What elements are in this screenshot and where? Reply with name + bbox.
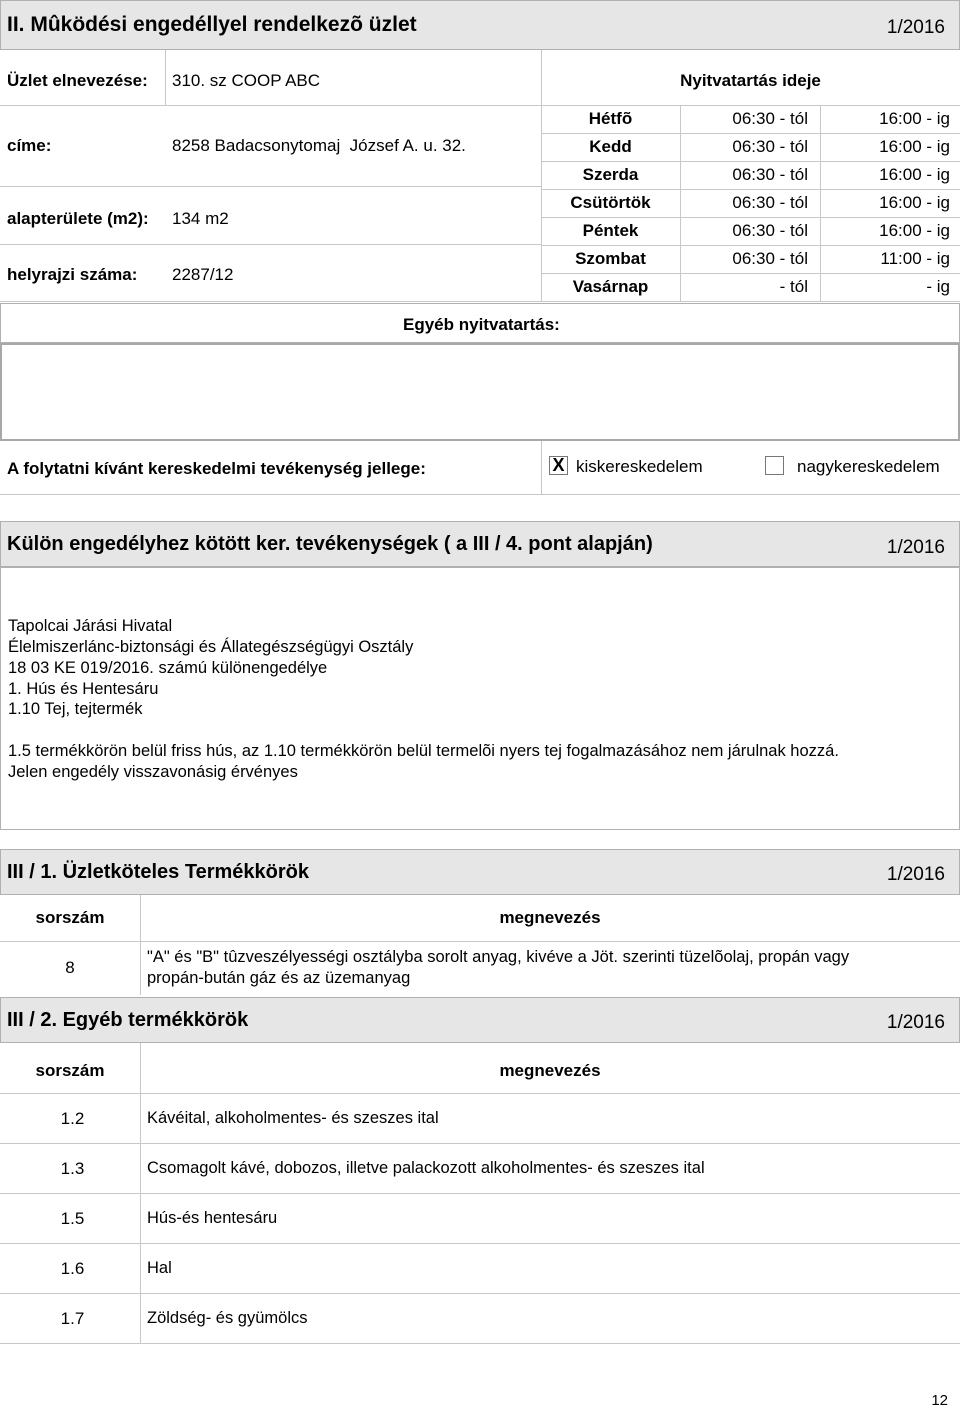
activity-type-label: A folytatni kívánt kereskedelmi tevékenység jellege:	[7, 459, 426, 478]
hours-day: Péntek	[582, 221, 639, 240]
special-activities-body	[0, 567, 960, 830]
opening-hours-header: Nyitvatartás ideje	[680, 71, 821, 90]
row-name: Hús-és hentesáru	[147, 1209, 278, 1227]
row-name: propán-bután gáz és az üzemanyag	[147, 969, 411, 987]
column-header-name: megnevezés	[499, 908, 601, 927]
retail-label: kiskereskedelem	[576, 457, 703, 476]
row-name: Hal	[147, 1259, 172, 1277]
retail-checkbox[interactable]: X	[549, 456, 568, 475]
table-row	[0, 1193, 960, 1243]
shop-info-block	[0, 50, 960, 302]
shop-name-label: Üzlet elnevezése:	[7, 71, 148, 90]
hours-day: Szombat	[575, 249, 646, 268]
hours-to: 16:00 - ig	[879, 221, 950, 240]
special-text-line: Élelmiszerlánc-biztonsági és Állategészségügyi Osztály	[8, 638, 414, 656]
row-name: "A" és "B" tûzveszélyességi osztályba sorolt anyag, kivéve a Jöt. szerinti tüzelõolaj, propán vagy	[147, 948, 850, 966]
other-hours-label-row	[0, 303, 960, 343]
table-row	[0, 1243, 960, 1293]
hours-from: 06:30 - tól	[732, 137, 808, 156]
area-label: alapterülete (m2):	[7, 209, 149, 228]
row-name: Zöldség- és gyümölcs	[147, 1309, 308, 1327]
hours-from: 06:30 - tól	[732, 109, 808, 128]
special-text-line: 1. Hús és Hentesáru	[8, 680, 159, 698]
other-products-table	[0, 1043, 960, 1343]
section-header-special-activities	[0, 521, 960, 567]
hours-from: - tól	[779, 277, 808, 296]
wholesale-label: nagykereskedelem	[797, 457, 940, 476]
special-text-line: 1.5 termékkörön belül friss hús, az 1.10 termékkörön belül termelõi nyers tej fogalmazásához nem járulnak hozzá.	[8, 742, 839, 760]
row-number: 1.7	[60, 1309, 85, 1328]
section-number: 1/2016	[886, 1012, 945, 1033]
hours-day: Csütörtök	[570, 193, 651, 212]
table-row	[0, 941, 960, 995]
shop-name-value: 310. sz COOP ABC	[172, 71, 321, 90]
section-header-operating-license	[0, 0, 960, 50]
special-text-line: Tapolcai Járási Hivatal	[8, 617, 173, 635]
area-value: 134 m2	[172, 209, 229, 228]
wholesale-checkbox[interactable]	[765, 456, 784, 475]
hours-to: 16:00 - ig	[879, 109, 950, 128]
column-header-number: sorszám	[35, 908, 105, 927]
section-title: III / 1. Üzletköteles Termékkörök	[7, 861, 309, 883]
other-hours-box	[0, 343, 960, 441]
other-hours-label: Egyéb nyitvatartás:	[403, 315, 560, 334]
section-title: Külön engedélyhez kötött ker. tevékenységek ( a III / 4. pont alapján)	[7, 533, 653, 555]
hours-day: Hétfõ	[588, 109, 633, 128]
hours-day: Szerda	[582, 165, 639, 184]
address-label: címe:	[7, 136, 52, 155]
page-number: 12	[931, 1392, 948, 1409]
hours-from: 06:30 - tól	[732, 165, 808, 184]
licensed-products-table	[0, 895, 960, 995]
row-name: Kávéital, alkoholmentes- és szeszes ital	[147, 1109, 439, 1127]
hours-from: 06:30 - tól	[732, 221, 808, 240]
row-name: Csomagolt kávé, dobozos, illetve palackozott alkoholmentes- és szeszes ital	[147, 1159, 705, 1177]
section-header-other-product-groups	[0, 997, 960, 1043]
lot-number-value: 2287/12	[172, 265, 234, 284]
section-number: 1/2016	[886, 537, 945, 558]
section-title: II. Mûködési engedéllyel rendelkezõ üzlet	[7, 13, 417, 36]
hours-day: Kedd	[589, 137, 632, 156]
hours-to: 16:00 - ig	[879, 165, 950, 184]
hours-to: 11:00 - ig	[880, 249, 950, 268]
section-number: 1/2016	[886, 864, 945, 885]
hours-from: 06:30 - tól	[732, 249, 808, 268]
column-header-name: megnevezés	[499, 1061, 601, 1080]
section-number: 1/2016	[886, 17, 945, 38]
hours-to: 16:00 - ig	[879, 137, 950, 156]
row-number: 1.5	[60, 1209, 85, 1228]
row-number: 8	[65, 958, 75, 977]
special-text-line: Jelen engedély visszavonásig érvényes	[8, 763, 298, 781]
address-value: 8258 Badacsonytomaj József A. u. 32.	[172, 136, 466, 155]
section-title: III / 2. Egyéb termékkörök	[7, 1009, 249, 1031]
hours-day: Vasárnap	[572, 277, 649, 296]
hours-to: 16:00 - ig	[879, 193, 950, 212]
activity-type-row	[0, 441, 960, 495]
row-number: 1.3	[60, 1159, 85, 1178]
row-number: 1.2	[60, 1109, 85, 1128]
special-text-line: 18 03 KE 019/2016. számú különengedélye	[8, 659, 328, 677]
hours-from: 06:30 - tól	[732, 193, 808, 212]
table-row	[0, 1093, 960, 1143]
section-header-licensed-product-groups	[0, 849, 960, 895]
column-header-number: sorszám	[35, 1061, 105, 1080]
row-number: 1.6	[60, 1259, 85, 1278]
special-text-line: 1.10 Tej, tejtermék	[8, 700, 143, 718]
table-row	[0, 1293, 960, 1343]
table-row	[0, 1143, 960, 1193]
lot-number-label: helyrajzi száma:	[7, 265, 138, 284]
hours-to: - ig	[926, 277, 950, 296]
